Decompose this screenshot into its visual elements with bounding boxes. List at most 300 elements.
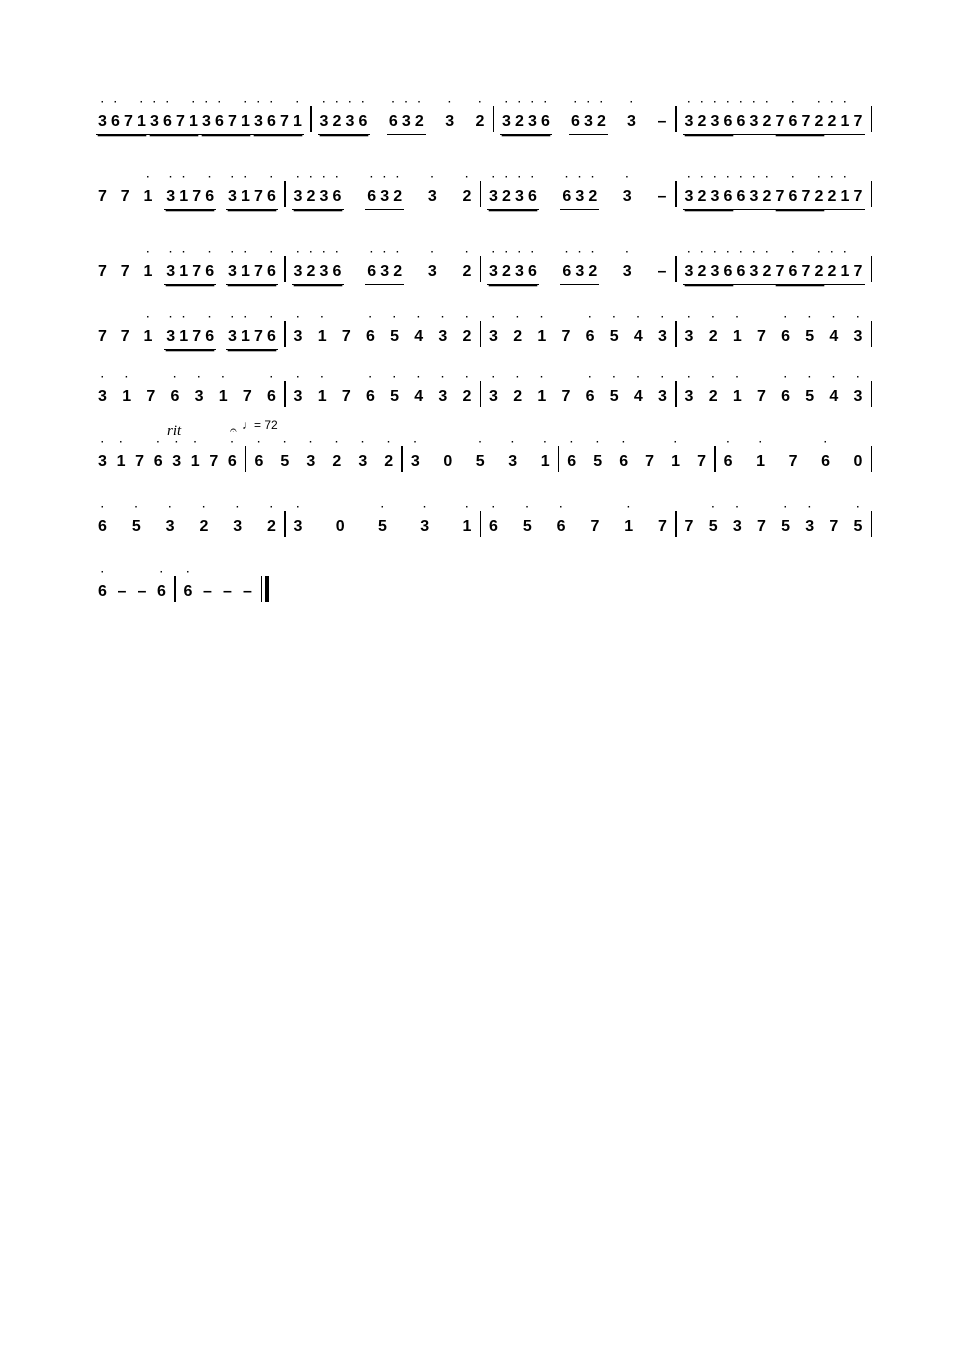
note: 6 · (560, 175, 573, 207)
note: 2 · (460, 315, 473, 347)
note: 5 · (130, 505, 143, 537)
note: 4 · (827, 315, 840, 347)
note-group (487, 502, 500, 539)
note: 7 (853, 263, 863, 280)
note: 2 · (586, 250, 599, 282)
note: 7 (853, 188, 863, 205)
score-line (90, 247, 872, 323)
note: 6 · (331, 250, 344, 282)
note: 2 · (391, 175, 404, 207)
octave-dot-icon: · (146, 312, 150, 323)
note: 1 · (622, 505, 635, 537)
note: 6 · (779, 375, 792, 407)
note-group (193, 372, 206, 409)
note-group (569, 97, 608, 135)
octave-dot-icon: · (465, 372, 469, 383)
octave-dot-icon: · (269, 312, 274, 323)
note-group (292, 247, 344, 285)
octave-dot-icon: · (525, 502, 529, 513)
octave-dot-icon: · (636, 372, 641, 383)
octave-dot-icon: · (588, 372, 592, 383)
note-group (217, 372, 230, 409)
octave-dot-icon: · (395, 172, 400, 183)
note: 2 · (382, 440, 395, 472)
octave-dot-icon: · (175, 437, 179, 448)
octave-dot-icon: · (758, 437, 763, 448)
note: 7 (254, 188, 263, 205)
octave-dot-icon: · (168, 502, 172, 513)
octave-dot-icon: · (404, 97, 408, 108)
octave-dot-icon: · (625, 247, 629, 258)
note: 3 · (318, 175, 331, 207)
octave-dot-icon: · (230, 437, 234, 448)
note-group (669, 437, 682, 474)
note-group (316, 372, 329, 409)
note-group (130, 502, 143, 539)
note: 3 · (304, 440, 317, 472)
octave-dot-icon: · (382, 172, 387, 183)
octave-dot-icon: · (395, 247, 400, 258)
octave-dot-icon: · (139, 97, 144, 108)
note: 2 · (813, 175, 826, 207)
note: 1 · (135, 100, 148, 132)
barline (871, 446, 873, 472)
octave-dot-icon: · (588, 312, 592, 323)
note: 6 · (213, 100, 226, 132)
note: 3 · (226, 315, 239, 347)
note: 5 · (591, 440, 604, 472)
octave-dot-icon: · (322, 247, 326, 258)
octave-dot-icon: · (182, 172, 186, 183)
octave-dot-icon: · (322, 172, 326, 183)
note-group (189, 437, 202, 474)
note: 3 · (709, 100, 722, 132)
dash-note: – (657, 113, 667, 130)
dash-note: – (657, 188, 667, 205)
note: 3 · (356, 440, 369, 472)
note-group (560, 247, 599, 285)
note: 3 · (709, 175, 722, 207)
octave-dot-icon: · (197, 372, 201, 383)
note: 6 · (331, 175, 344, 207)
note-group (226, 437, 239, 474)
note-group (608, 372, 621, 409)
note: 6 · (152, 440, 165, 472)
dash-note: – (137, 583, 147, 600)
measure (286, 247, 480, 285)
octave-dot-icon: · (711, 312, 715, 323)
octave-dot-icon: · (591, 172, 595, 183)
note: 3 · (748, 250, 761, 282)
note: 3 · (226, 175, 239, 207)
note: 7 (146, 388, 156, 405)
note-group (119, 175, 132, 209)
note-group (388, 312, 401, 349)
octave-dot-icon: · (817, 247, 821, 258)
note: 2 · (826, 250, 839, 282)
note-group (608, 312, 621, 349)
octave-dot-icon: · (392, 312, 397, 323)
note: 3 · (656, 375, 669, 407)
note: 3 · (487, 175, 500, 207)
octave-dot-icon: · (843, 97, 847, 108)
note: 1 · (115, 440, 128, 472)
note: 1 · (669, 440, 682, 472)
note: 6 · (265, 315, 278, 347)
octave-dot-icon: · (152, 97, 157, 108)
note-group (656, 312, 669, 349)
octave-dot-icon: · (309, 172, 313, 183)
note: 7 (775, 113, 785, 130)
octave-dot-icon: · (465, 312, 469, 323)
note: 6 · (735, 100, 748, 132)
note: 1 · (217, 375, 230, 407)
note-group (755, 505, 768, 539)
octave-dot-icon: · (612, 372, 616, 383)
octave-dot-icon: · (687, 172, 691, 183)
octave-dot-icon: · (578, 172, 582, 183)
octave-dot-icon: · (559, 502, 563, 513)
note: 6 · (539, 100, 552, 132)
note: 1 · (177, 315, 190, 347)
note-group (119, 250, 132, 284)
octave-dot-icon: · (660, 372, 665, 383)
octave-dot-icon: · (515, 312, 520, 323)
note-group (96, 175, 109, 209)
octave-dot-icon: · (382, 247, 387, 258)
octave-dot-icon: · (465, 247, 469, 258)
octave-dot-icon: · (808, 372, 812, 383)
note: 6 · (555, 505, 568, 537)
note: 7 (756, 328, 766, 345)
octave-dot-icon: · (596, 437, 600, 448)
note: 7 (280, 113, 289, 130)
note: 7 (341, 328, 351, 345)
octave-dot-icon: · (700, 97, 704, 108)
note: 6 · (565, 440, 578, 472)
note: 6 · (722, 250, 735, 282)
note: 3 · (582, 100, 595, 132)
octave-dot-icon: · (832, 312, 836, 323)
note-group (707, 372, 720, 409)
note: 7 (561, 388, 571, 405)
note: 3 · (851, 315, 864, 347)
score-line (90, 502, 872, 578)
note-group (170, 437, 183, 474)
note-group (182, 567, 195, 604)
octave-dot-icon: · (752, 172, 756, 183)
note: 5 · (388, 375, 401, 407)
note: 1 · (731, 315, 744, 347)
note-group (412, 372, 425, 409)
octave-dot-icon: · (392, 372, 397, 383)
measure (559, 437, 714, 474)
note: 2 · (761, 100, 774, 132)
note-group (474, 437, 487, 474)
note: 6 · (584, 315, 597, 347)
octave-dot-icon: · (591, 247, 595, 258)
note: 1 · (239, 100, 252, 132)
note: 5 · (608, 375, 621, 407)
note: 5 · (803, 315, 816, 347)
note-group (755, 375, 768, 409)
octave-dot-icon: · (491, 247, 496, 258)
measure (90, 247, 284, 285)
note-group (148, 97, 200, 135)
note-group (164, 502, 177, 539)
note: 4 · (412, 375, 425, 407)
octave-dot-icon: · (447, 97, 452, 108)
note: 0 (335, 518, 345, 535)
note-group (722, 437, 735, 474)
score-line (90, 172, 872, 245)
note: 1 · (142, 175, 155, 207)
note-group (418, 502, 431, 539)
note: 7 (192, 328, 202, 345)
note-group (226, 312, 278, 350)
note: 6 · (787, 100, 800, 132)
octave-dot-icon: · (236, 502, 240, 513)
note: 6 · (487, 505, 500, 537)
note: 6 · (96, 570, 109, 602)
measure (481, 172, 675, 210)
note-group (643, 440, 656, 474)
note: 3 · (683, 250, 696, 282)
octave-dot-icon: · (573, 97, 578, 108)
octave-dot-icon: · (320, 372, 324, 383)
octave-dot-icon: · (726, 437, 730, 448)
octave-dot-icon: · (417, 312, 421, 323)
octave-dot-icon: · (243, 97, 248, 108)
octave-dot-icon: · (417, 97, 421, 108)
note-group (388, 372, 401, 409)
note: 1 · (177, 250, 190, 282)
octave-dot-icon: · (783, 502, 788, 513)
octave-dot-icon: · (735, 502, 739, 513)
note-group (278, 437, 291, 474)
note-group (755, 315, 768, 349)
note-group (584, 372, 597, 409)
note: 3 · (148, 100, 161, 132)
measure (246, 437, 401, 474)
note: 7 (120, 328, 130, 345)
note-group (487, 312, 500, 349)
octave-dot-icon: · (348, 97, 352, 108)
octave-dot-icon: · (193, 437, 197, 448)
note: 3 · (96, 440, 109, 472)
octave-dot-icon: · (269, 172, 274, 183)
note: 7 (756, 518, 766, 535)
octave-dot-icon: · (491, 312, 496, 323)
note-group (707, 502, 720, 539)
note: 6 · (226, 440, 239, 472)
note: 2 · (473, 100, 486, 132)
note: 7 (98, 263, 107, 280)
measure (677, 502, 871, 539)
note: 3 · (731, 505, 744, 537)
note-group (826, 172, 865, 210)
note: 3 · (683, 315, 696, 347)
note-group (803, 312, 816, 349)
note: 2 · (826, 100, 839, 132)
measure (286, 502, 480, 539)
octave-dot-icon: · (387, 437, 391, 448)
octave-dot-icon: · (726, 97, 730, 108)
note: 2 · (511, 375, 524, 407)
note: 2 · (707, 315, 720, 347)
octave-dot-icon: · (169, 312, 173, 323)
note-group (500, 97, 552, 135)
note: 5 · (278, 440, 291, 472)
octave-dot-icon: · (100, 567, 105, 578)
note: 7 (341, 388, 351, 405)
barline (871, 381, 873, 407)
octave-dot-icon: · (752, 97, 756, 108)
octave-dot-icon: · (309, 437, 313, 448)
octave-dot-icon: · (369, 172, 374, 183)
note: 6 · (735, 250, 748, 282)
octave-dot-icon: · (726, 172, 730, 183)
note: 0 (853, 453, 863, 470)
note: 5 · (779, 505, 792, 537)
note: 3 · (378, 175, 391, 207)
octave-dot-icon: · (230, 312, 235, 323)
note-group (460, 247, 473, 284)
octave-dot-icon: · (713, 172, 717, 183)
note-group (621, 247, 634, 284)
note: 4 · (632, 315, 645, 347)
note-group (265, 502, 278, 539)
octave-dot-icon: · (765, 247, 769, 258)
octave-dot-icon: · (208, 172, 212, 183)
octave-dot-icon: · (257, 437, 261, 448)
note: 3 · (513, 175, 526, 207)
note: 6 · (265, 100, 278, 132)
note-group (164, 172, 216, 210)
octave-dot-icon: · (700, 247, 704, 258)
octave-dot-icon: · (465, 502, 469, 513)
octave-dot-icon: · (687, 247, 691, 258)
note-group (96, 315, 109, 349)
octave-dot-icon: · (530, 247, 535, 258)
octave-dot-icon: · (243, 172, 248, 183)
score-line (90, 437, 872, 513)
note: 3 · (748, 100, 761, 132)
note: 3 · (292, 175, 305, 207)
measure (677, 172, 871, 210)
note-group (851, 312, 864, 349)
octave-dot-icon: · (830, 172, 834, 183)
note-group (511, 372, 524, 409)
note: 3 · (500, 100, 513, 132)
note: 7 (228, 113, 237, 130)
octave-dot-icon: · (511, 437, 515, 448)
octave-dot-icon: · (726, 247, 730, 258)
octave-dot-icon: · (146, 247, 150, 258)
note: 7 (853, 113, 863, 130)
note: 3 · (573, 250, 586, 282)
octave-dot-icon: · (269, 97, 274, 108)
octave-dot-icon: · (296, 247, 300, 258)
octave-dot-icon: · (491, 372, 496, 383)
note-group (460, 372, 473, 409)
note-group (142, 247, 155, 284)
octave-dot-icon: · (765, 172, 769, 183)
note: 6 · (722, 440, 735, 472)
note: 3 · (436, 315, 449, 347)
measure (677, 247, 871, 285)
octave-dot-icon: · (204, 97, 209, 108)
note-group (292, 312, 305, 349)
octave-dot-icon: · (430, 247, 434, 258)
note-group (460, 172, 473, 209)
note: 2 · (460, 175, 473, 207)
octave-dot-icon: · (124, 372, 129, 383)
octave-dot-icon: · (627, 502, 631, 513)
note: 1 · (187, 100, 200, 132)
octave-dot-icon: · (711, 502, 715, 513)
note: 3 · (292, 505, 305, 537)
octave-dot-icon: · (540, 312, 544, 323)
note-group (365, 172, 404, 210)
octave-dot-icon: · (361, 437, 365, 448)
note: 6 · (387, 100, 400, 132)
note: 5 · (474, 440, 487, 472)
note: 2 · (305, 250, 318, 282)
measure (90, 312, 284, 350)
note: 7 (192, 188, 202, 205)
note-group (426, 172, 439, 209)
note: 7 (801, 188, 811, 205)
note-group (133, 440, 146, 474)
note: 6 · (182, 570, 195, 602)
note: 2 · (500, 175, 513, 207)
note: 3 · (683, 375, 696, 407)
note-group (731, 312, 744, 349)
note: 2 · (826, 175, 839, 207)
octave-dot-icon: · (417, 372, 421, 383)
note: 7 (801, 113, 811, 130)
octave-dot-icon: · (491, 502, 496, 513)
octave-dot-icon: · (687, 372, 691, 383)
note: 5 · (388, 315, 401, 347)
note-group (96, 250, 109, 284)
note: 1 · (120, 375, 133, 407)
note: 2 · (595, 100, 608, 132)
note: 7 (254, 263, 263, 280)
note: 6 · (109, 100, 122, 132)
octave-dot-icon: · (186, 567, 190, 578)
note-group (559, 315, 572, 349)
note-group (656, 372, 669, 409)
note: 6 · (560, 250, 573, 282)
dash-note: – (243, 583, 252, 600)
note-group (827, 372, 840, 409)
note-group (96, 567, 109, 604)
octave-dot-icon: · (441, 372, 445, 383)
note: 5 · (521, 505, 534, 537)
note-group (142, 312, 155, 349)
octave-dot-icon: · (765, 97, 769, 108)
octave-dot-icon: · (570, 437, 574, 448)
note: 6 · (787, 175, 800, 207)
note: 1 · (291, 100, 304, 132)
note: 2 · (197, 505, 210, 537)
note: 7 (242, 388, 252, 405)
note: 3 · (200, 100, 213, 132)
note-group (120, 372, 133, 409)
note-group (584, 312, 597, 349)
